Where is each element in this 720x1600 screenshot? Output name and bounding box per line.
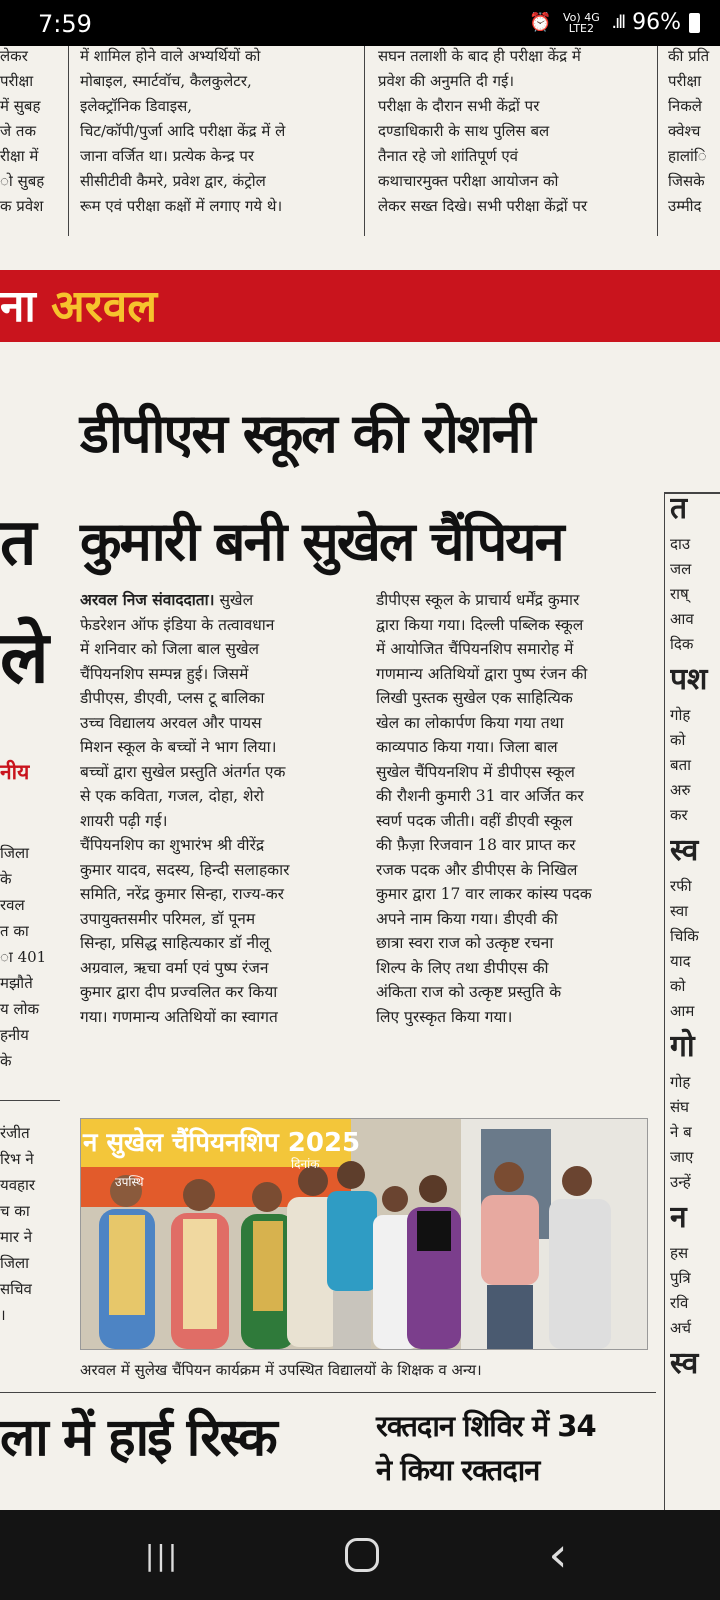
- text-line: सघन तलाशी के बाद ही परीक्षा केंद्र में: [378, 47, 581, 65]
- text-line: जाना वर्जित था। प्रत्येक केन्द्र पर: [80, 147, 255, 165]
- article-photo: [80, 1118, 648, 1350]
- battery-percent: 96%: [632, 10, 681, 35]
- article-line-text: समिति, नरेंद्र कुमार सिन्हा, राज्य-कर: [80, 885, 284, 903]
- article-line: [80, 613, 356, 638]
- article-line-text: चैंपियनशिप सम्पन्न हुई। जिसमें: [80, 664, 249, 683]
- text-line: रिभ ने: [0, 1150, 34, 1168]
- newspaper-page: [0, 46, 720, 1510]
- text-line: गोह: [670, 706, 691, 724]
- article-line-text: डीपीएस, डीएवी, प्लस टू बालिका: [80, 689, 265, 707]
- photo-caption: अरवल में सुलेख चैंपियन कार्यक्रम में उपस्थित विद्यालयों के शिक्षक व अन्य।: [80, 1361, 482, 1379]
- text-line: सीसीटीवी कैमरे, प्रवेश द्वार, कंट्रोल: [80, 172, 266, 190]
- text-line: लेकर सख्त दिखे। सभी परीक्षा केंद्रों पर: [378, 197, 588, 215]
- article-column-2: [376, 588, 652, 1029]
- text-line: हस: [670, 1244, 689, 1262]
- text-line: के: [0, 870, 12, 888]
- text-line: चिकि: [670, 927, 699, 945]
- text-line: उन्हें: [670, 1173, 691, 1191]
- article-line-text: से एक कविता, गजल, दोहा, शेरो: [80, 787, 264, 805]
- text-line: आम: [670, 1002, 695, 1020]
- network-indicator: Vo) 4G LTE2: [563, 10, 600, 35]
- text-line: ो सुबह: [0, 172, 45, 190]
- text-line: रवि: [670, 1294, 689, 1312]
- article-line: [80, 735, 356, 760]
- article-line-text: बच्चों द्वारा सुखेल प्रस्तुति अंतर्गत एक: [80, 762, 286, 781]
- status-time: 7:59: [38, 10, 92, 38]
- left-fragment-heading-1: त: [0, 506, 37, 580]
- text-line: सचिव: [0, 1280, 32, 1298]
- text-line: प्रवेश की अनुमति दी गई।: [378, 72, 515, 90]
- article-line-text: उपायुक्तसमीर परिमल, डॉ पूनम: [80, 909, 256, 928]
- text-line: बता: [670, 756, 692, 774]
- article-line: छात्रा स्वरा राज को उत्कृष्ट रचना: [376, 934, 554, 952]
- text-line: कर: [670, 806, 688, 824]
- right-fragment-column: [670, 486, 720, 1510]
- back-button[interactable]: ‹: [548, 1527, 568, 1583]
- text-line: पुत्रि: [670, 1269, 691, 1287]
- article-line: [80, 882, 356, 907]
- fragment-heading: त: [670, 491, 688, 526]
- article-line: [80, 637, 356, 662]
- text-line: मोबाइल, स्मार्टवॉच, कैलकुलेटर,: [80, 72, 252, 90]
- bottom-right-headline-2: ने किया रक्तदान: [376, 1453, 540, 1487]
- article-line: सुखेल चैंपियनशिप में डीपीएस स्कूल: [376, 762, 575, 781]
- article-line-text: कुमार द्वारा दीप प्रज्वलित कर किया: [80, 983, 278, 1001]
- text-line: तैनात रहे जो शांतिपूर्ण एवं: [378, 147, 519, 165]
- text-line: परीक्षा: [0, 72, 34, 90]
- text-line: ा 401: [0, 948, 47, 966]
- article-line-text: चैंपियनशिप का शुभारंभ श्री वीरेंद्र: [80, 836, 265, 854]
- bottom-right-headline-1: रक्तदान शिविर में 34: [376, 1409, 596, 1443]
- top-column-4: [668, 46, 720, 219]
- recents-button[interactable]: |||: [144, 1538, 180, 1572]
- text-line: परीक्षा के दौरान सभी केंद्रों पर: [378, 97, 540, 115]
- article-line: लिए पुरस्कृत किया गया।: [376, 1007, 513, 1026]
- article-line: काव्यपाठ किया गया। जिला बाल: [376, 738, 558, 756]
- text-line: जिसके: [668, 172, 705, 190]
- article-line: [80, 1005, 356, 1030]
- article-line: अंकिता राज को उत्कृष्ट प्रस्तुति के: [376, 983, 562, 1001]
- text-line: को: [670, 977, 686, 995]
- text-line: निकले: [668, 97, 702, 115]
- text-line: दण्डाधिकारी के साथ पुलिस बल: [378, 122, 550, 140]
- battery-icon: [689, 13, 700, 33]
- text-line: की प्रति: [668, 47, 710, 65]
- column-rule: [0, 1100, 60, 1101]
- article-line-text: सुखेल: [214, 591, 254, 609]
- text-line: त का: [0, 922, 29, 940]
- fragment-heading: न: [670, 1200, 687, 1235]
- article-line-text: फेडरेशन ऑफ इंडिया के तत्वावधान: [80, 615, 275, 634]
- text-line: चिट/कॉपी/पुर्जा आदि परीक्षा केंद्र में ले: [80, 122, 286, 140]
- left-fragment-text-b: [0, 1120, 60, 1328]
- text-line: रंजीत: [0, 1124, 30, 1142]
- text-line: स्वा: [670, 902, 689, 920]
- text-line: क प्रवेश: [0, 197, 44, 215]
- text-line: हनीय: [0, 1026, 29, 1044]
- left-fragment-text-a: [0, 840, 60, 1074]
- text-line: य लोक: [0, 1000, 40, 1018]
- text-line: के: [0, 1052, 12, 1070]
- article-line: [80, 711, 356, 736]
- fragment-heading: गो: [670, 1029, 695, 1064]
- column-rule: [68, 46, 69, 236]
- text-line: यवहार: [0, 1176, 36, 1194]
- fragment-heading: पश: [670, 662, 708, 697]
- article-line: की फ़ैज़ा रिजवान 18 वार प्राप्त कर: [376, 836, 576, 854]
- article-line: [80, 686, 356, 711]
- top-column-1: [0, 46, 62, 219]
- text-line: को: [670, 731, 686, 749]
- alarm-icon: ⏰: [528, 12, 552, 33]
- text-line: याद: [670, 952, 691, 970]
- article-line-text: मिशन स्कूल के बच्चों ने भाग लिया।: [80, 738, 277, 756]
- article-line: गणमान्य अतिथियों द्वारा पुष्प रंजन की: [376, 664, 588, 683]
- text-line: जे तक: [0, 122, 36, 140]
- article-line: [80, 931, 356, 956]
- text-line: संघ: [670, 1098, 690, 1116]
- column-rule: [0, 1392, 656, 1393]
- article-line-text: गया। गणमान्य अतिथियों का स्वागत: [80, 1007, 278, 1026]
- headline-line-1: डीपीएस स्कूल की रोशनी: [80, 402, 534, 465]
- top-column-2: [80, 46, 350, 219]
- column-rule: [657, 46, 658, 236]
- text-line: राष्: [670, 585, 689, 603]
- fragment-heading: स्व: [670, 833, 699, 868]
- text-line: जल: [670, 560, 692, 578]
- text-line: जिला: [0, 844, 30, 862]
- article-line: [80, 833, 356, 858]
- article-line: [80, 809, 356, 834]
- article-line: स्वर्ण पदक जीती। वहीं डीएवी स्कूल: [376, 811, 573, 830]
- home-button[interactable]: [322, 1530, 402, 1580]
- article-dateline: अरवल निज संवाददाता।: [80, 590, 215, 609]
- text-line: मझौते: [0, 974, 33, 992]
- status-bar: [0, 0, 720, 46]
- article-line: रजक पदक और डीपीएस के निखिल: [376, 860, 578, 879]
- top-column-3: [378, 46, 646, 219]
- text-line: आव: [670, 610, 694, 628]
- home-icon: [345, 1538, 379, 1572]
- article-line: कुमार द्वारा 17 वार लाकर कांस्य पदक: [376, 885, 592, 903]
- article-line: शिल्प के लिए तथा डीपीएस की: [376, 958, 549, 977]
- article-line-text: शायरी पढ़ी गई।: [80, 811, 168, 830]
- text-line: रफी: [670, 877, 692, 895]
- text-line: रूम एवं परीक्षा कक्षों में लगाए गये थे।: [80, 197, 283, 215]
- article-line: डीपीएस स्कूल के प्राचार्य धर्मेंद्र कुमार: [376, 591, 580, 609]
- text-line: उम्मीद: [668, 197, 702, 215]
- article-line-text: सिन्हा, प्रसिद्ध साहित्यकार डॉ नीलू: [80, 934, 270, 952]
- photo-banner-subtext: दिनांक: [291, 1157, 320, 1171]
- article-line: [80, 907, 356, 932]
- photo-banner-text: न सुखेल चैंपियनशिप 2025: [83, 1128, 361, 1158]
- text-line: परीक्षा: [668, 72, 702, 90]
- article-line: की रौशनी कुमारी 31 वार अर्जित कर: [376, 787, 584, 805]
- column-rule: [664, 492, 665, 1510]
- text-line: रीक्षा में: [0, 147, 39, 165]
- text-line: मार ने: [0, 1228, 33, 1246]
- text-line: दिक: [670, 635, 694, 653]
- article-line: [80, 980, 356, 1005]
- article-line: [80, 588, 356, 613]
- text-line: क्वेश्च: [668, 122, 701, 140]
- section-prefix: ना: [0, 281, 52, 332]
- left-fragment-heading-2: ले: [0, 615, 49, 699]
- text-line: लेकर: [0, 47, 28, 65]
- article-line: द्वारा किया गया। दिल्ली पब्लिक स्कूल: [376, 615, 584, 634]
- text-line: हालांि: [668, 147, 707, 165]
- bottom-left-headline: ला में हाई रिस्क: [0, 1408, 276, 1468]
- article-line-text: अग्रवाल, ऋचा वर्मा एवं पुष्प रंजन: [80, 958, 269, 977]
- text-line: ने ब: [670, 1123, 692, 1141]
- text-line: कथाचारमुक्त परीक्षा आयोजन को: [378, 172, 559, 190]
- article-line: [80, 784, 356, 809]
- text-line: दाउ: [670, 535, 691, 553]
- article-column-1: [80, 588, 356, 1029]
- article-line-text: उच्च विद्यालय अरवल और पायस: [80, 713, 262, 732]
- text-line: में सुबह: [0, 97, 41, 115]
- text-line: ।: [0, 1306, 6, 1324]
- article-line: लिखी पुस्तक सुखेल एक साहित्यिक: [376, 689, 573, 707]
- navigation-bar: [0, 1510, 720, 1600]
- column-rule: [364, 46, 365, 236]
- text-line: जाए: [670, 1148, 694, 1166]
- photo-banner-side: उपस्थि: [115, 1175, 144, 1189]
- text-line: रवल: [0, 896, 25, 914]
- fragment-heading: स्व: [670, 1346, 699, 1381]
- article-line: [80, 858, 356, 883]
- article-line: [80, 760, 356, 785]
- text-line: में शामिल होने वाले अभ्यर्थियों को: [80, 47, 261, 65]
- text-line: अर्च: [670, 1319, 691, 1337]
- article-line-text: कुमार यादव, सदस्य, हिन्दी सलाहकार: [80, 860, 290, 879]
- article-line: [80, 662, 356, 687]
- left-fragment-kicker: नीय: [0, 760, 30, 784]
- text-line: जिला: [0, 1254, 30, 1272]
- text-line: च का: [0, 1202, 30, 1220]
- headline-line-2: कुमारी बनी सुखेल चैंपियन: [80, 510, 563, 573]
- article-line: खेल का लोकार्पण किया गया तथा: [376, 713, 564, 732]
- article-line: में आयोजित चैंपियनशिप समारोह में: [376, 640, 574, 658]
- text-line: गोह: [670, 1073, 691, 1091]
- text-line: अरु: [670, 781, 691, 799]
- article-line: [80, 956, 356, 981]
- section-title: [0, 274, 157, 334]
- article-line-text: में शनिवार को जिला बाल सुखेल: [80, 640, 260, 658]
- text-line: इलेक्ट्रॉनिक डिवाइस,: [80, 97, 193, 115]
- status-indicators: [529, 10, 700, 35]
- signal-icon: .ıll: [611, 12, 625, 33]
- section-name: अरवल: [51, 281, 158, 332]
- article-line: अपने नाम किया गया। डीएवी की: [376, 909, 558, 928]
